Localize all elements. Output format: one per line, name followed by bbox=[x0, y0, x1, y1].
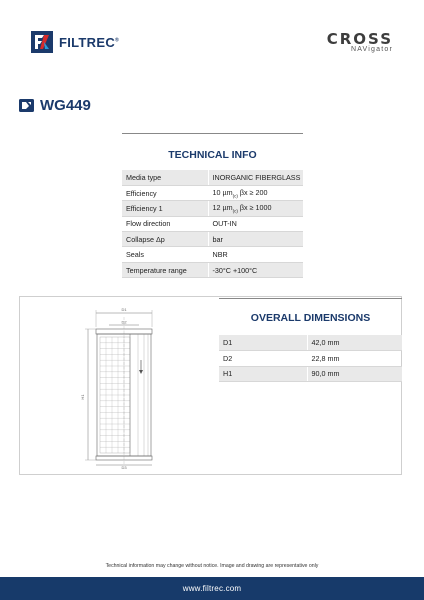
cross-navigator-logo bbox=[327, 30, 393, 53]
spec-value: INORGANIC FIBERGLASS bbox=[208, 170, 303, 185]
dimension-label: H1 bbox=[219, 366, 307, 382]
table-row bbox=[122, 232, 303, 247]
technical-info-table bbox=[122, 170, 303, 278]
technical-info-divider bbox=[122, 133, 303, 134]
website-link[interactable]: www.filtrec.com bbox=[182, 584, 242, 593]
spec-label: Flow direction bbox=[122, 216, 208, 231]
spec-value: 10 µm$_{(c)}$ βx ≥ 200 bbox=[208, 185, 303, 200]
filter-technical-drawing bbox=[60, 305, 168, 470]
dimension-label: D2 bbox=[219, 351, 307, 367]
spec-label: Media type bbox=[122, 170, 208, 185]
dimension-label: D1 bbox=[219, 335, 307, 351]
table-row bbox=[122, 170, 303, 185]
product-heading bbox=[19, 97, 91, 114]
drawing-label-d3: D3 bbox=[121, 465, 127, 470]
spec-label: Seals bbox=[122, 247, 208, 262]
filter-element-icon bbox=[19, 99, 34, 112]
disclaimer-text: Technical information may change without notice. Image and drawing are representative only bbox=[105, 563, 319, 569]
table-row bbox=[122, 201, 303, 216]
spec-value: OUT-IN bbox=[208, 216, 303, 231]
drawing-label-h1: H1 bbox=[80, 394, 85, 400]
table-row bbox=[219, 366, 402, 382]
cross-logo-title: CROSS bbox=[326, 30, 393, 48]
dimension-value: 22,8 mm bbox=[307, 351, 402, 367]
table-row bbox=[122, 262, 303, 277]
overall-dimensions-table bbox=[219, 335, 402, 382]
cross-logo-subtitle: NAVigator bbox=[350, 46, 393, 53]
spec-value: NBR bbox=[208, 247, 303, 262]
spec-value: 12 µm$_{(c)}$ βx ≥ 1000 bbox=[208, 201, 303, 216]
overall-dimensions-title: OVERALL DIMENSIONS bbox=[250, 312, 371, 324]
drawing-label-d2: D2 bbox=[121, 319, 127, 325]
filtrec-mark-icon bbox=[31, 31, 53, 53]
product-code: WG449 bbox=[40, 97, 91, 114]
spec-label: Collapse Δp bbox=[122, 232, 208, 247]
spec-label: Efficiency bbox=[122, 185, 208, 200]
table-row bbox=[122, 216, 303, 231]
technical-info-title: TECHNICAL INFO bbox=[168, 149, 257, 161]
table-row bbox=[219, 351, 402, 367]
brand-name: FILTREC® bbox=[59, 34, 120, 50]
spec-label: Efficiency 1 bbox=[122, 201, 208, 216]
overall-dimensions-divider bbox=[219, 298, 402, 299]
footer-bar bbox=[0, 577, 424, 600]
dimension-value: 42,0 mm bbox=[307, 335, 402, 351]
filtrec-logo bbox=[31, 31, 119, 53]
spec-label: Temperature range bbox=[122, 262, 208, 277]
spec-value: -30°C +100°C bbox=[208, 262, 303, 277]
table-row bbox=[122, 247, 303, 262]
spec-value: bar bbox=[208, 232, 303, 247]
dimension-value: 90,0 mm bbox=[307, 366, 402, 382]
table-row bbox=[219, 335, 402, 351]
table-row bbox=[122, 185, 303, 200]
drawing-label-d1: D1 bbox=[121, 307, 127, 312]
